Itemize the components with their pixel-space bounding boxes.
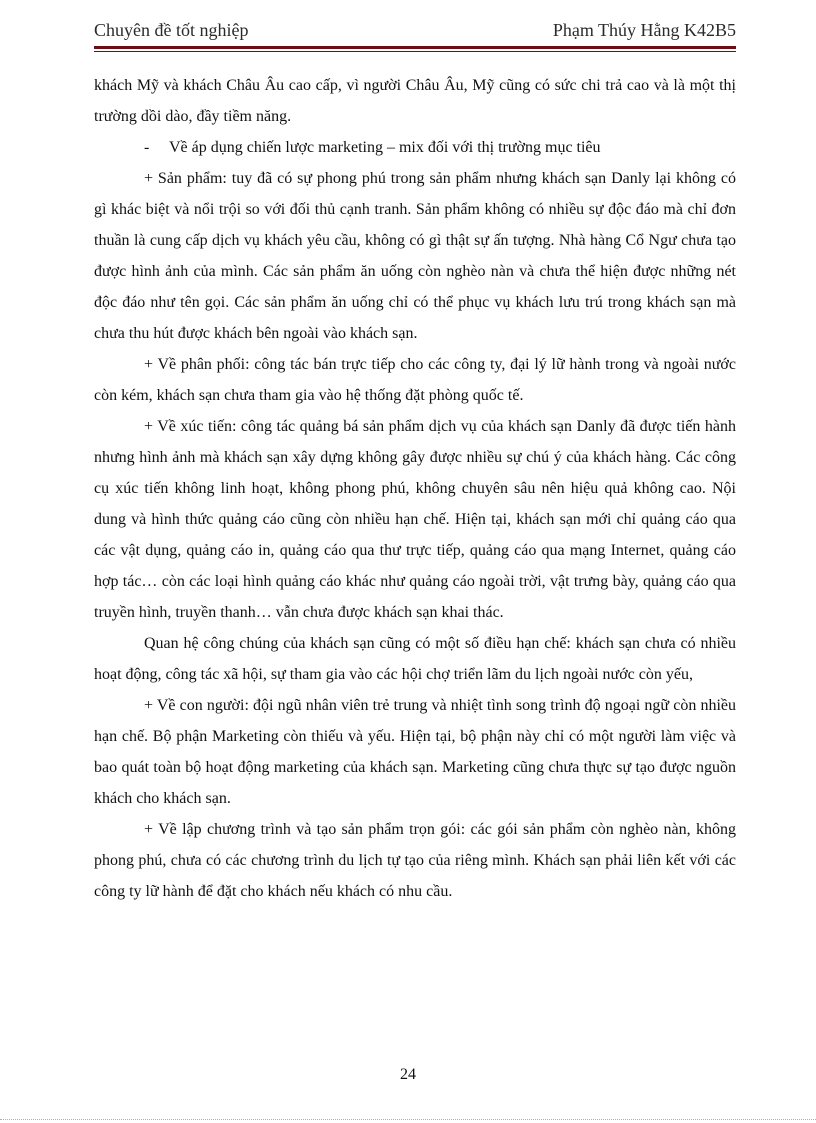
- header-rule-thick: [94, 46, 736, 49]
- dash-list-item: [94, 132, 736, 163]
- header-document-title: Chuyên đề tốt nghiệp: [94, 20, 249, 40]
- paragraph-product: + Sản phẩm: tuy đã có sự phong phú trong sản phẩm nhưng khách sạn Danly lại không có gì khác biệt và nổi trội so với đối thủ cạnh tranh. Sản phẩm không có nhiều sự độc đáo mà chỉ đơn thuần là cung cấp dịch vụ khách yêu cầu, không có gì thật sự ấn tượng. Nhà hàng Cổ Ngư chưa tạo được hình ảnh của mình. Các sản phẩm ăn uống còn nghèo nàn và chưa thể hiện được những nét độc đáo như tên gọi. Các sản phẩm ăn uống chỉ có thể phục vụ khách lưu trú trong khách sạn mà chưa thu hút được khách bên ngoài vào khách sạn.: [94, 170, 736, 342]
- bottom-divider: [0, 1119, 816, 1120]
- paragraph-continuation: khách Mỹ và khách Châu Âu cao cấp, vì người Châu Âu, Mỹ cũng có sức chi trả cao và là một thị trường dồi dào, đầy tiềm năng.: [94, 77, 736, 125]
- paragraph-distribution: + Về phân phối: công tác bán trực tiếp cho các công ty, đại lý lữ hành trong và ngoài nước còn kém, khách sạn chưa tham gia vào hệ thống đặt phòng quốc tế.: [94, 356, 736, 404]
- header-rule-thin: [94, 51, 736, 52]
- page-number: 24: [400, 1066, 416, 1083]
- paragraph-packages: + Về lập chương trình và tạo sản phẩm trọn gói: các gói sản phẩm còn nghèo nàn, không phong phú, chưa có các chương trình du lịch tự tạo của riêng mình. Khách sạn phải liên kết với các công ty lữ hành để đặt cho khách nếu khách có nhu cầu.: [94, 821, 736, 900]
- paragraph-people: + Về con người: đội ngũ nhân viên trẻ trung và nhiệt tình song trình độ ngoại ngữ còn nhiều hạn chế. Bộ phận Marketing còn thiếu và yếu. Hiện tại, bộ phận này chỉ có một người làm việc và bao quát toàn bộ hoạt động marketing của khách sạn. Marketing cũng chưa thực sự tạo được nguồn khách cho khách sạn.: [94, 697, 736, 807]
- dash-list-item-text: Về áp dụng chiến lược marketing – mix đối với thị trường mục tiêu: [169, 139, 601, 156]
- paragraph-promotion: + Về xúc tiến: công tác quảng bá sản phẩm dịch vụ của khách sạn Danly đã được tiến hành nhưng hình ảnh mà khách sạn xây dựng không gây được nhiều sự chú ý của khách hàng. Các công cụ xúc tiến không linh hoạt, không phong phú, không chuyên sâu nên hiệu quả không cao. Nội dung và hình thức quảng cáo cũng còn nhiều hạn chế. Hiện tại, khách sạn mới chỉ quảng cáo qua các vật dụng, quảng cáo in, quảng cáo qua thư trực tiếp, quảng cáo qua mạng Internet, quảng cáo hợp tác… còn các loại hình quảng cáo khác như quảng cáo ngoài trời, vật trưng bày, quảng cáo qua truyền hình, truyền thanh… vẫn chưa được khách sạn khai thác.: [94, 418, 736, 621]
- body-text: [94, 70, 736, 907]
- paragraph-public-relations: Quan hệ công chúng của khách sạn cũng có một số điều hạn chế: khách sạn chưa có nhiều hoạt động, công tác xã hội, sự tham gia vào các hội chợ triển lãm du lịch ngoài nước còn yếu,: [94, 635, 736, 683]
- page-header: [94, 14, 736, 44]
- header-author: Phạm Thúy Hằng K42B5: [552, 20, 736, 40]
- dash-bullet: -: [144, 139, 150, 156]
